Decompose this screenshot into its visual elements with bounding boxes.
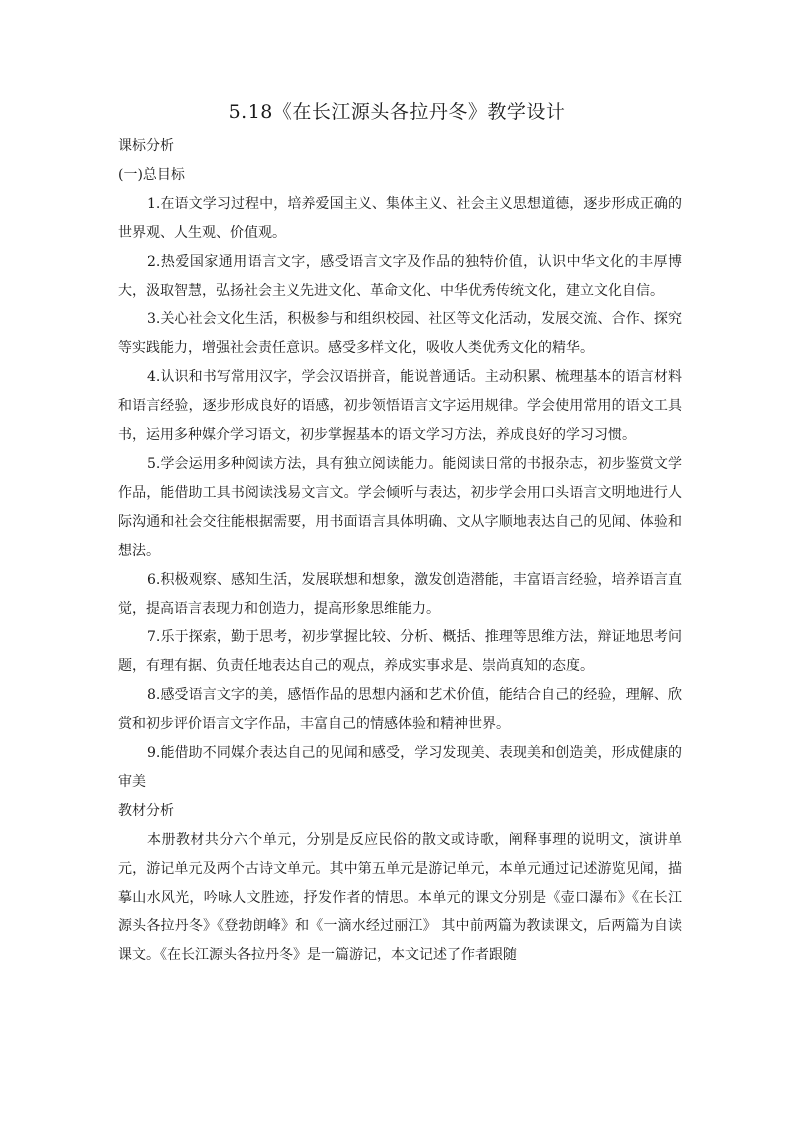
document-body (118, 132, 682, 970)
goal-item: 8.感受语言文字的美，感悟作品的思想内涵和艺术价值，能结合自己的经验，理解、欣赏和初步评价语言文字作品，丰富自己的情感体验和精神世界。 (118, 687, 682, 733)
goal-item: 1.在语文学习过程中，培养爱国主义、集体主义、社会主义思想道德，逐步形成正确的世界观、人生观、价值观。 (118, 195, 682, 241)
goal-item: 2.热爱国家通用语言文字，感受语言文字及作品的独特价值，认识中华文化的丰厚博大，汲取智慧，弘扬社会主义先进文化、革命文化、中华优秀传统文化，建立文化自信。 (118, 253, 682, 299)
goal-item: 4.认识和书写常用汉字，学会汉语拼音，能说普通话。主动积累、梳理基本的语言材料和语言经验，逐步形成良好的语感，初步领悟语言文字运用规律。学会使用常用的语文工具书，运用多种媒介学习语文，初步掌握基本的语文学习方法，养成良好的学习习惯。 (118, 369, 682, 444)
document-title: 5.18《在长江源头各拉丹冬》教学设计 (228, 101, 566, 123)
section-heading-curriculum: 课标分析 (118, 138, 174, 154)
goal-item: 3.关心社会文化生活，积极参与和组织校园、社区等文化活动，发展交流、合作、探究等实践能力，增强社会责任意识。感受多样文化，吸收人类优秀文化的精华。 (118, 311, 682, 357)
section-heading-textbook: 教材分析 (118, 802, 174, 819)
textbook-analysis-paragraph: 本册教材共分六个单元，分别是反应民俗的散文或诗歌，阐释事理的说明文，演讲单元，游记单元及两个古诗文单元。其中第五单元是游记单元，本单元通过记述游览见闻，描摹山水风光，吟咏人文胜迹，抒发作者的情思。本单元的课文分别是《壶口瀑布》《在长江源头各拉丹冬》《登勃朗峰》和《一滴水经过丽江》 其中前两篇为教读课文，后两篇为自读课文。《在长江源头各拉丹冬》是一篇游记，本文记述了作者跟随 (118, 831, 682, 964)
goal-item: 9.能借助不同媒介表达自己的见闻和感受，学习发现美、表现美和创造美，形成健康的审美 (118, 745, 682, 790)
goal-item: 5.学会运用多种阅读方法，具有独立阅读能力。能阅读日常的书报杂志，初步鉴赏文学作品，能借助工具书阅读浅易文言文。学会倾听与表达，初步学会用口头语言文明地进行人际沟通和社会交往能根据需要，用书面语言具体明确、文从字顺地表达自己的见闻、体验和想法。 (118, 455, 682, 559)
goal-item: 6.积极观察、感知生活，发展联想和想象，激发创造潜能，丰富语言经验，培养语言直觉，提高语言表现力和创造力，提高形象思维能力。 (118, 571, 682, 617)
subsection-heading-goals: (一)总目标 (118, 166, 185, 183)
goal-item: 7.乐于探索，勤于思考，初步掌握比较、分析、概括、推理等思维方法，辩证地思考问题，有理有据、负责任地表达自己的观点，养成实事求是、崇尚真知的态度。 (118, 629, 682, 675)
